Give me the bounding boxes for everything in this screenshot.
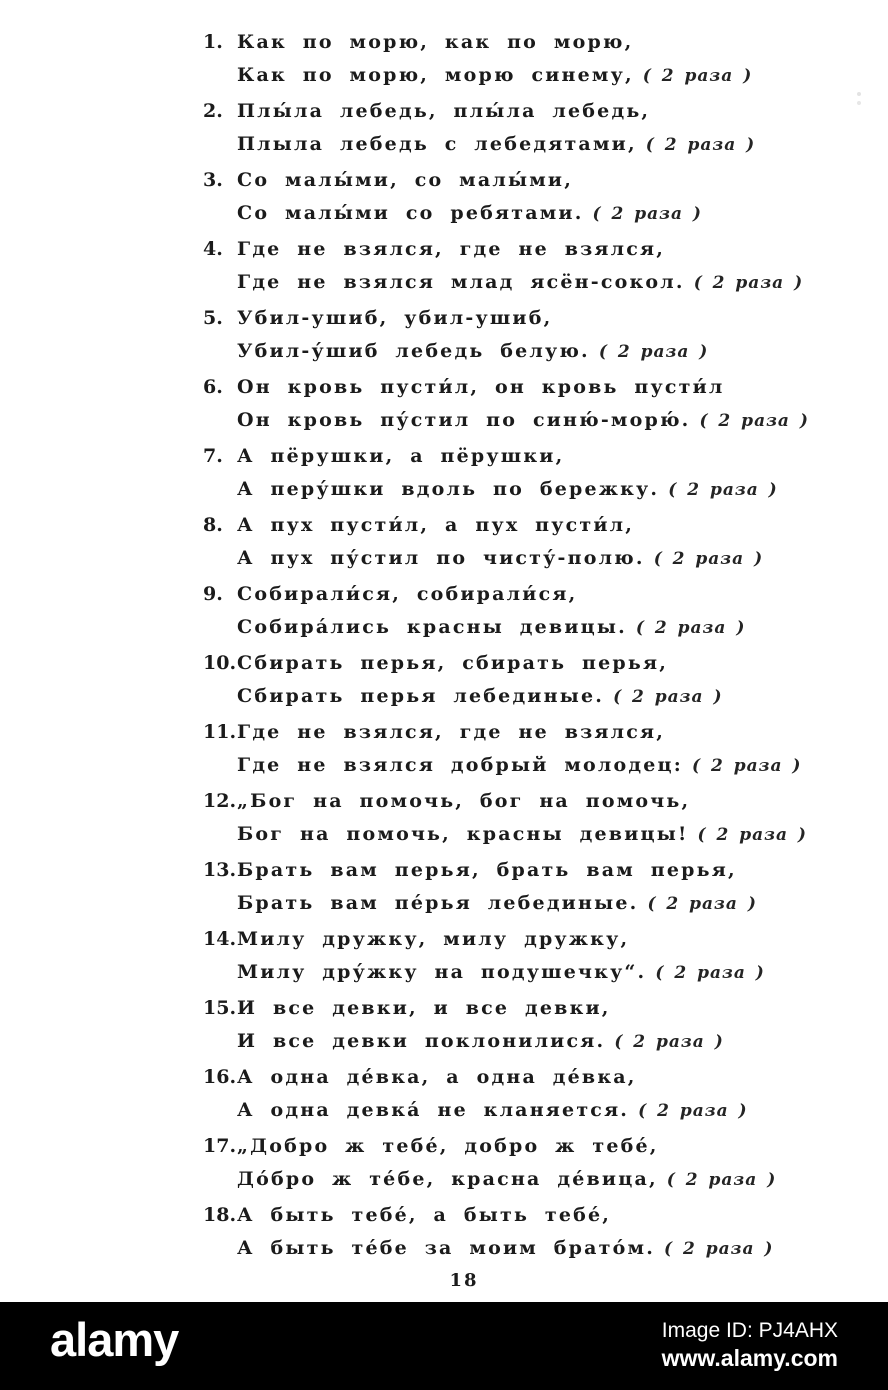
verse-2: [203, 95, 888, 161]
verse-line-1: А одна де́вка, а одна де́вка,: [237, 1066, 637, 1088]
verse-number: 17.: [203, 1135, 237, 1157]
verse-number: 10.: [203, 652, 237, 674]
verse-number: 5.: [203, 307, 223, 329]
repeat-marker: ( 2 раза ): [598, 342, 709, 362]
verse-line-2: И все девки поклонилися.: [237, 1030, 606, 1052]
verse-line-1: Где не взялся, где не взялся,: [237, 238, 666, 260]
verse-line-2: А перу́шки вдоль по бережку.: [237, 478, 660, 500]
verse-line-2: Плыла лебедь с лебедятами,: [237, 133, 637, 155]
repeat-marker: ( 2 раза ): [592, 204, 702, 224]
verse-number: 8.: [203, 514, 223, 536]
verse-line-1: А быть тебе́, а быть тебе́,: [237, 1204, 612, 1226]
verse-7: [203, 440, 888, 506]
verse-line-1: И все девки, и все девки,: [237, 997, 611, 1019]
verse-line-1: „Добро ж тебе́, добро ж тебе́,: [237, 1135, 659, 1157]
verse-number: 11.: [203, 721, 237, 743]
verse-line-1: Плы́ла лебедь, плы́ла лебедь,: [237, 100, 651, 122]
repeat-marker: ( 2 раза ): [668, 480, 778, 500]
alamy-logo: alamy: [50, 1313, 179, 1366]
verse-line-2: Убил-у́шиб лебедь белую.: [237, 340, 590, 362]
repeat-marker: ( 2 раза ): [693, 273, 804, 293]
repeat-marker: ( 2 раза ): [645, 135, 756, 155]
verse-number: 9.: [203, 583, 223, 605]
verse-line-1: А пёрушки, а пёрушки,: [237, 445, 565, 467]
verse-line-1: Собирали́ся, собирали́ся,: [237, 583, 578, 605]
verse-1: [203, 26, 888, 92]
verse-line-1: Он кровь пусти́л, он кровь пусти́л: [237, 376, 725, 398]
verse-line-2: Как по морю, морю синему,: [237, 64, 634, 86]
verse-number: 2.: [203, 100, 223, 122]
verse-line-1: Убил-ушиб, убил-ушиб,: [237, 307, 553, 329]
verse-number: 7.: [203, 445, 223, 467]
alamy-url: www.alamy.com: [661, 1345, 838, 1372]
verse-line-2: Он кровь пу́стил по синю́-морю́.: [237, 409, 691, 431]
scan-artifact: [857, 92, 861, 96]
verse-18: [203, 1199, 888, 1265]
alamy-info: [662, 1319, 838, 1371]
repeat-marker: ( 2 раза ): [655, 963, 765, 983]
verse-number: 12.: [203, 790, 237, 812]
verse-13: [203, 854, 888, 920]
verse-11: [203, 716, 888, 782]
repeat-marker: ( 2 раза ): [647, 894, 757, 914]
page-number: 18: [449, 1270, 479, 1291]
repeat-marker: ( 2 раза ): [613, 687, 723, 707]
verse-17: [203, 1130, 888, 1196]
image-id-label: Image ID: PJ4AHX: [661, 1319, 838, 1342]
verse-line-1: „Бог на помочь, бог на помочь,: [237, 790, 691, 812]
repeat-marker: ( 2 раза ): [691, 756, 802, 776]
verse-line-2: Милу дру́жку на подушечку“.: [237, 961, 647, 983]
repeat-marker: ( 2 раза ): [638, 1101, 748, 1121]
verse-line-2: Со малы́ми со ребятами.: [237, 202, 584, 224]
repeat-marker: ( 2 раза ): [699, 411, 809, 431]
verse-line-2: Собира́лись красны девицы.: [237, 616, 627, 638]
verse-line-1: Где не взялся, где не взялся,: [237, 721, 666, 743]
verse-4: [203, 233, 888, 299]
repeat-marker: ( 2 раза ): [642, 66, 753, 86]
verse-number: 4.: [203, 238, 223, 260]
verse-line-2: Сбирать перья лебединые.: [237, 685, 605, 707]
verse-line-2: А быть те́бе за моим брато́м.: [237, 1237, 656, 1259]
verse-number: 18.: [203, 1204, 237, 1226]
verse-5: [203, 302, 888, 368]
verse-line-1: Милу дружку, милу дружку,: [237, 928, 630, 950]
verse-line-1: Со малы́ми, со малы́ми,: [237, 169, 574, 191]
verse-line-2: До́бро ж те́бе, красна де́вица,: [237, 1168, 658, 1190]
verse-line-2: Брать вам пе́рья лебединые.: [237, 892, 639, 914]
repeat-marker: ( 2 раза ): [664, 1239, 774, 1259]
repeat-marker: ( 2 раза ): [666, 1170, 777, 1190]
repeat-marker: ( 2 раза ): [653, 549, 764, 569]
verse-15: [203, 992, 888, 1058]
verse-9: [203, 578, 888, 644]
verse-number: 1.: [203, 31, 223, 53]
verse-number: 6.: [203, 376, 223, 398]
verse-14: [203, 923, 888, 989]
verse-line-2: А одна девка́ не кланяется.: [237, 1099, 630, 1121]
verse-number: 13.: [203, 859, 237, 881]
verse-10: [203, 647, 888, 713]
verse-12: [203, 785, 888, 851]
verse-8: [203, 509, 888, 575]
alamy-watermark-bar: [0, 1302, 888, 1390]
verse-line-2: Бог на помочь, красны девицы!: [237, 823, 689, 845]
verse-line-2: Где не взялся млад ясён-сокол.: [237, 271, 685, 293]
verse-line-1: Брать вам перья, брать вам перья,: [237, 859, 737, 881]
verse-line-1: Сбирать перья, сбирать перья,: [237, 652, 669, 674]
verse-3: [203, 164, 888, 230]
verse-number: 15.: [203, 997, 237, 1019]
verse-number: 14.: [203, 928, 237, 950]
repeat-marker: ( 2 раза ): [614, 1032, 724, 1052]
verse-line-2: Где не взялся добрый молодец:: [237, 754, 683, 776]
verse-line-1: А пух пусти́л, а пух пусти́л,: [237, 514, 635, 536]
verse-6: [203, 371, 888, 437]
verse-number: 16.: [203, 1066, 237, 1088]
verse-line-1: Как по морю, как по морю,: [237, 31, 634, 53]
verse-number: 3.: [203, 169, 223, 191]
verse-16: [203, 1061, 888, 1127]
repeat-marker: ( 2 раза ): [635, 618, 746, 638]
repeat-marker: ( 2 раза ): [697, 825, 807, 845]
verse-line-2: А пух пу́стил по чисту́-полю.: [237, 547, 645, 569]
